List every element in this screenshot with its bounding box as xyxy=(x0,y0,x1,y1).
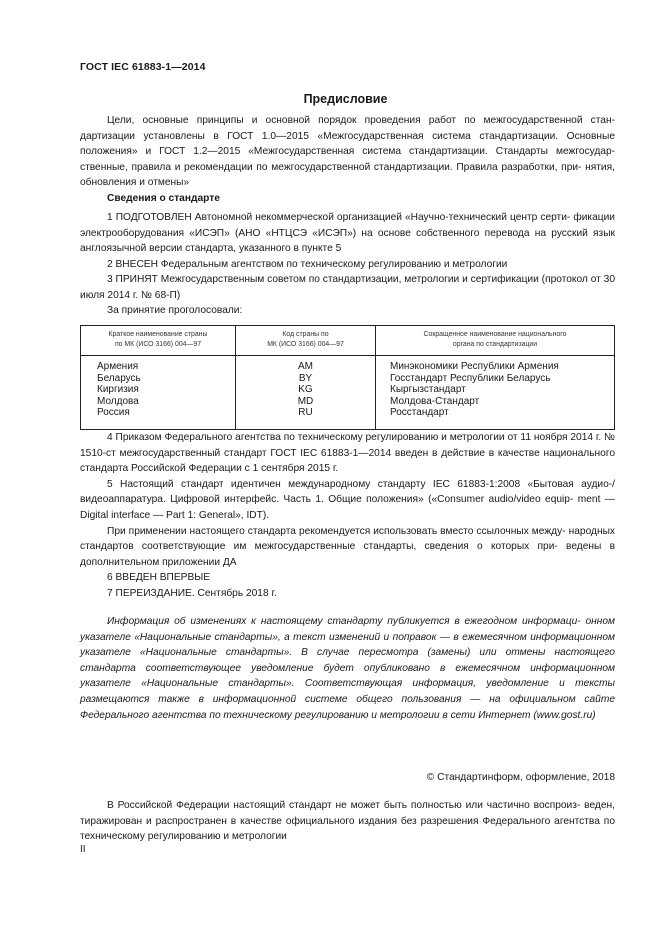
copyright-notice: © Стандартинформ, оформление, 2018 xyxy=(426,772,615,783)
item-4-line: 2014 г. № 1510-ст межгосударственный стандарт ГОСТ IEC 61883-1—2014 введен в действие в качестве xyxy=(80,432,615,459)
header-line: Сокращенное наименование национального xyxy=(423,331,567,338)
intro-paragraph xyxy=(80,113,615,191)
column-header-organization xyxy=(376,326,615,356)
items-before-table xyxy=(80,210,615,304)
item-5-note-paragraph xyxy=(80,524,615,571)
item-3-paragraph xyxy=(80,272,615,303)
intro-line: положения» и ГОСТ 1.2—2015 «Межгосударственная система стандартизации. Стандарты межгосудар- xyxy=(80,146,615,158)
item-1-line: фикации электрооборудования «ИСЭП» (АНО «НТЦСЭ «ИСЭП») на основе собственного перевода на xyxy=(80,212,615,239)
country-cell: Россия xyxy=(81,407,236,429)
intro-block xyxy=(80,113,615,191)
restriction-line: веден, тиражирован и распространен в качестве официального издания без разрешения Федерального xyxy=(80,800,615,827)
country-cell: Беларусь xyxy=(81,373,236,385)
item-7-paragraph: 7 ПЕРЕИЗДАНИЕ. Сентябрь 2018 г. xyxy=(107,587,277,599)
notice-line: сети Интернет (www.gost.ru) xyxy=(450,709,596,721)
notice-line: онном указателе «Национальные стандарты», а текст изменений и поправок — в ежемесячном xyxy=(80,616,615,643)
header-line: по МК (ИСО 3166) 004—97 xyxy=(114,341,202,348)
item-5-paragraph xyxy=(80,477,615,524)
item-4-paragraph xyxy=(80,430,615,477)
page-number: II xyxy=(80,844,86,855)
item-4-line: национального стандарта Российской Федерации с 1 сентября 2015 г. xyxy=(80,447,615,475)
table-row xyxy=(81,407,615,429)
header-line: МК (ИСО 3166) 004—97 xyxy=(267,341,344,348)
voted-block xyxy=(80,303,615,319)
intro-line: нятия, обновления и отмены» xyxy=(80,161,615,189)
notice-block xyxy=(80,614,615,723)
section-heading: Сведения о стандарте xyxy=(107,193,220,204)
table-row xyxy=(81,396,615,408)
item-1-paragraph xyxy=(80,210,615,257)
organization-cell: Росстандарт xyxy=(376,407,615,429)
column-header-country xyxy=(81,326,236,356)
header-line: Код страны по xyxy=(282,331,329,338)
notice-line: на официальном сайте Федерального агентства по техническому регулированию и метрологии в xyxy=(80,693,615,721)
item-3-line: 3 ПРИНЯТ Межгосударственным советом по стандартизации, метрологии и сертификации xyxy=(107,274,539,286)
item-2-paragraph xyxy=(80,257,615,273)
notice-paragraph xyxy=(80,614,615,723)
item-5-line: ment — Digital interface — Part 1: General», IDT). xyxy=(80,494,615,521)
column-header-code xyxy=(236,326,376,356)
notice-line: Информация об изменениях к настоящему стандарту публикуется в ежегодном информаци- xyxy=(107,616,581,627)
code-cell: KG xyxy=(236,384,376,396)
intro-line: ственные, правила и рекомендации по межгосударственной стандартизации. Правила разработки, при- xyxy=(80,161,582,173)
item-1-line: 1 ПОДГОТОВЛЕН Автономной некоммерческой организацией «Научно-технический центр серти- xyxy=(107,212,571,223)
code-cell: BY xyxy=(236,373,376,385)
intro-line: Цели, основные принципы и основной порядок проведения работ по межгосударственной стан- xyxy=(107,115,615,126)
organization-cell: Минэкономики Республики Армения xyxy=(376,356,615,373)
item-1-line: русский язык англоязычной версии стандарта, указанного в пункте 5 xyxy=(80,227,615,255)
standard-id-header: ГОСТ IEC 61883-1—2014 xyxy=(80,61,206,73)
organization-cell: Кыргызстандарт xyxy=(376,384,615,396)
items-after-table xyxy=(80,430,615,602)
code-cell: AM xyxy=(236,356,376,373)
table-row xyxy=(81,384,615,396)
restriction-paragraph xyxy=(80,798,615,845)
table-row xyxy=(81,356,615,373)
notice-line: информационном указателе «Национальные стандарты». В случае пересмотра (замены) или отмены xyxy=(80,631,615,659)
organization-cell: Госстандарт Республики Беларусь xyxy=(376,373,615,385)
item-4-line: 4 Приказом Федерального агентства по техническому регулированию и метрологии от 11 ноября xyxy=(107,432,568,443)
item-2-line: 2 ВНЕСЕН Федеральным агентством по техническому регулированию и метрологии xyxy=(107,258,508,270)
voted-label: За принятие проголосовали: xyxy=(107,305,243,316)
item-5-line: 5 Настоящий стандарт идентичен международному стандарту IEC 61883-1:2008 «Бытовая аудио-/ xyxy=(107,478,615,490)
item-6-paragraph: 6 ВВЕДЕН ВПЕРВЫЕ xyxy=(107,572,211,584)
code-cell: MD xyxy=(236,396,376,408)
item-5-note-line: ведены в дополнительном приложении ДА xyxy=(80,541,615,568)
organization-cell: Молдова-Стандарт xyxy=(376,396,615,408)
item-5-note-line: народных стандартов соответствующие им межгосударственные стандарты, сведения о которых при- xyxy=(80,525,615,553)
section-heading-block xyxy=(80,191,615,207)
restriction-line: В Российской Федерации настоящий стандарт не может быть полностью или частично воспроиз- xyxy=(107,800,581,811)
intro-line: дартизации установлены в ГОСТ 1.0—2015 «Межгосударственная система стандартизации. Основные xyxy=(80,130,615,142)
item-5-line: видеоаппаратура. Цифровой интерфейс. Часть 1. Общие положения» («Consumer audio/video equip- xyxy=(80,494,574,506)
page-title: Предисловие xyxy=(303,92,388,106)
item-3-line: (протокол от 30 июля 2014 г. № 68-П) xyxy=(80,274,615,301)
member-bodies-table xyxy=(80,325,615,430)
restriction-line: агентства по техническому регулированию и метрологии xyxy=(80,815,615,843)
table-header-row xyxy=(81,326,615,356)
restriction-block xyxy=(80,798,615,845)
country-cell: Молдова xyxy=(81,396,236,408)
item-5-note-line: При применении настоящего стандарта рекомендуется использовать вместо ссылочных между- xyxy=(107,525,566,537)
header-line: органа по стандартизации xyxy=(452,341,538,348)
header-line: Краткое наименование страны xyxy=(108,331,208,338)
country-cell: Армения xyxy=(81,356,236,373)
table-row xyxy=(81,373,615,385)
notice-line: уведомление и тексты размещаются также в информационной системе общего пользования — xyxy=(80,678,616,705)
notice-line: информационном указателе «Национальные стандарты». Соответствующая информация, xyxy=(80,662,615,690)
code-cell: RU xyxy=(236,407,376,429)
country-cell: Киргизия xyxy=(81,384,236,396)
notice-line: настоящего стандарта соответствующее уведомление будет опубликовано в ежемесячном xyxy=(80,647,615,674)
